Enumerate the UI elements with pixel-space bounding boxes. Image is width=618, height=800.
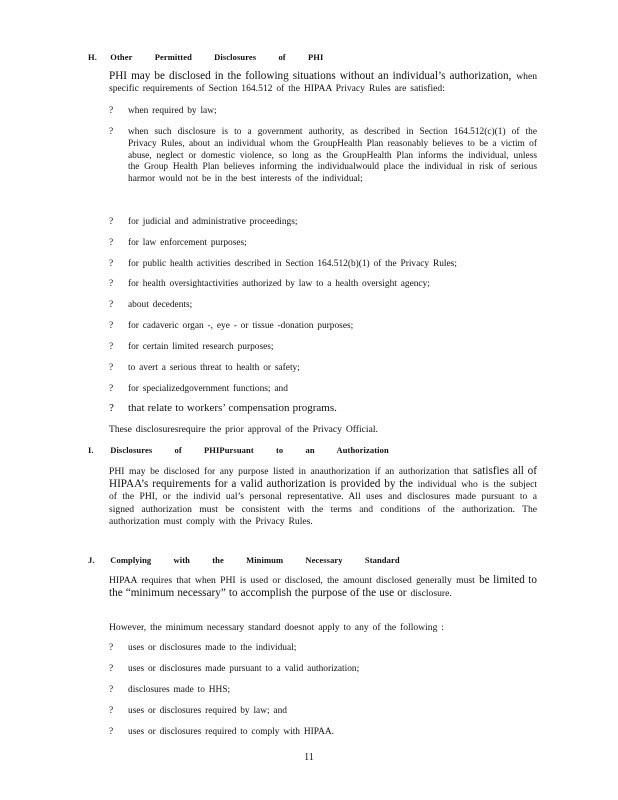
list-item	[109, 342, 537, 354]
bullet-mark: ?	[109, 664, 114, 674]
bullet-mark: ?	[109, 217, 114, 227]
list-item-text: uses or disclosures made to the individual;	[128, 643, 297, 653]
bullet-mark: ?	[109, 321, 114, 331]
section-i-title-word: to	[276, 445, 284, 455]
list-item-text: for specializedgovernment functions; and	[128, 384, 288, 394]
section-i-title-word: Authorization	[336, 445, 389, 455]
list-item	[109, 727, 537, 739]
section-i-body-lead: satisfies all of HIPAA’s requirements for a valid authorization is provided by the	[109, 465, 537, 491]
section-j-title-word: with	[173, 555, 190, 565]
bullet-mark: ?	[109, 106, 114, 116]
list-item	[109, 384, 537, 396]
section-h-heading	[88, 52, 343, 62]
list-item	[109, 217, 537, 229]
bullet-mark: ?	[109, 685, 114, 695]
section-h-intro-lead: PHI may be disclosed in the following situations without an individual’s authorization,	[109, 70, 512, 82]
section-j-body-lead: be limited to the “minimum necessary” to accomplish the purpose of the use or	[109, 574, 537, 600]
section-i-heading	[88, 445, 409, 455]
section-j-title-word: the	[212, 555, 224, 565]
section-h-intro-rest: when specific requirements of Section 164.512 of the HIPAA Privacy Rules are satisfied:	[109, 71, 537, 95]
list-item	[109, 363, 537, 375]
list-item-text: that relate to workers’ compensation programs.	[128, 402, 337, 414]
list-item	[109, 259, 537, 271]
list-item	[109, 127, 537, 186]
bullet-mark: ?	[109, 402, 114, 414]
bullet-mark: ?	[109, 127, 114, 137]
section-h-intro	[109, 70, 537, 95]
section-i-body-b: individual who is the subject of the PHI, or the individ ual’s personal representative. All uses and disclosures made pursuant to a signed authorization must be consistent with the terms and conditions of the authorization. The authorization must comply with the Privacy Rules.	[109, 479, 538, 527]
list-item-text: when required by law;	[128, 106, 217, 116]
section-j-however: However, the minimum necessary standard doesnot apply to any of the following :	[109, 622, 444, 633]
section-h-title-word: Other	[110, 52, 133, 62]
list-item-text: for judicial and administrative proceedings;	[128, 217, 298, 227]
section-h-closing: These disclosuresrequire the prior approval of the Privacy Official.	[109, 424, 378, 435]
list-item-text: uses or disclosures required to comply with HIPAA.	[128, 727, 334, 737]
list-item	[109, 300, 537, 312]
list-item-text: for law enforcement purposes;	[128, 238, 247, 248]
section-h-title-word: Disclosures	[214, 52, 257, 62]
section-i-title-word: an	[305, 445, 315, 455]
list-item	[109, 106, 537, 118]
bullet-mark: ?	[109, 300, 114, 310]
bullet-mark: ?	[109, 238, 114, 248]
bullet-mark: ?	[109, 727, 114, 737]
section-j-body-b: disclosure.	[410, 588, 452, 600]
bullet-mark: ?	[109, 384, 114, 394]
list-item-text: uses or disclosures made pursuant to a valid authorization;	[128, 664, 360, 674]
list-item	[109, 403, 537, 415]
list-item	[109, 664, 537, 676]
list-item-text: about decedents;	[128, 300, 193, 310]
section-j-title-word: Standard	[364, 555, 400, 565]
list-item	[109, 685, 537, 697]
section-i-number: I.	[88, 445, 94, 455]
section-j-number: J.	[88, 555, 95, 565]
bullet-mark: ?	[109, 706, 114, 716]
list-item-text: uses or disclosures required by law; and	[128, 706, 287, 716]
section-h-title-word: Permitted	[154, 52, 192, 62]
section-j-heading	[88, 555, 420, 565]
section-h-number: H.	[88, 52, 97, 62]
list-item-text: disclosures made to HHS;	[128, 685, 231, 695]
section-j-title-word: Complying	[110, 555, 152, 565]
bullet-mark: ?	[109, 643, 114, 653]
list-item-text: for health oversightactivities authorized by law to a health oversight agency;	[128, 279, 430, 289]
list-item	[109, 238, 537, 250]
section-i-title-word: PHIPursuant	[204, 445, 254, 455]
section-j-title-word: Necessary	[305, 555, 343, 565]
bullet-mark: ?	[109, 259, 114, 269]
list-item	[109, 321, 537, 333]
list-item-text: to avert a serious threat to health or safety;	[128, 363, 300, 373]
list-item	[109, 643, 537, 655]
section-h-title-word: of	[278, 52, 286, 62]
section-i-title-word: of	[174, 445, 182, 455]
section-i-body-a: PHI may be disclosed for any purpose listed in anauthorization if an authorization that	[109, 466, 469, 477]
list-item	[109, 706, 537, 718]
section-j-body	[109, 574, 537, 600]
bullet-mark: ?	[109, 342, 114, 352]
section-i-body	[109, 465, 537, 528]
list-item-text: when such disclosure is to a government authority, as described in Section 164.512(c)(1) of the Privacy Rules, about an individual whom the GroupHealth Plan reasonably believes to be a victim of abuse, neglect or domestic violence, so long as the GroupHealth Plan informs the individual, unless the Group Health Plan believes informing the individualwould place the individual in risk of serious harmor would not be in the best interests of the individual;	[128, 127, 537, 185]
section-h-title-word: PHI	[307, 52, 324, 62]
bullet-mark: ?	[109, 279, 114, 289]
bullet-mark: ?	[109, 363, 114, 373]
section-i-title-word: Disclosures	[110, 445, 153, 455]
section-j-title-word: Minimum	[246, 555, 284, 565]
list-item	[109, 279, 537, 291]
list-item-text: for public health activities described in Section 164.512(b)(1) of the Privacy Rules;	[128, 259, 457, 269]
list-item-text: for cadaveric organ -, eye - or tissue -donation purposes;	[128, 321, 354, 331]
page-number: 11	[304, 752, 314, 763]
list-item-text: for certain limited research purposes;	[128, 342, 274, 352]
section-j-body-a: HIPAA requires that when PHI is used or disclosed, the amount disclosed generally must	[109, 575, 475, 586]
